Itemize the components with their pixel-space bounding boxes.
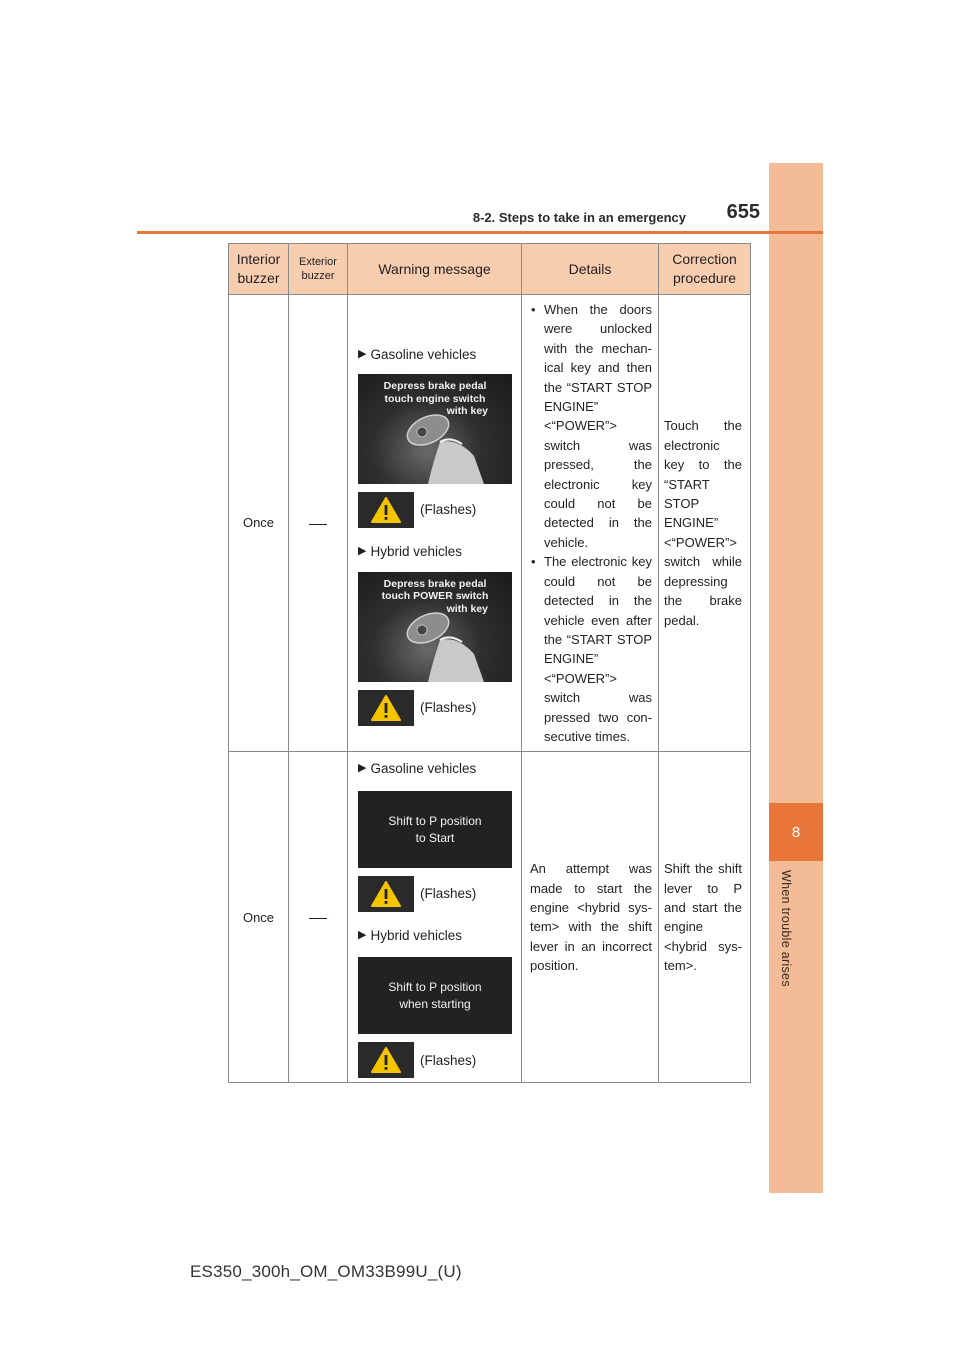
details-cell: An attempt was made to start the engine <hybrid sys-tem> with the shift lever in an incorrect position. — [522, 752, 659, 1083]
flashing-warning — [358, 876, 521, 912]
warning-icon — [358, 492, 414, 528]
screen-text: with key — [446, 405, 488, 418]
vehicle-type-label: Hybrid vehicles — [370, 544, 463, 560]
header-warning-message: Warning message — [348, 244, 522, 295]
flashing-warning — [358, 1042, 521, 1078]
screen-text: Shift to P position — [388, 813, 482, 828]
triangle-arrow-icon: ▶ — [358, 928, 367, 941]
warning-icon — [358, 876, 414, 912]
details-bullet: • When the doors were unlocked with the mechan-ical key and then the “START STOP ENGINE” <“POWER”> switch was pressed, the electronic key could not be detected in the vehicle. — [530, 300, 652, 552]
vehicle-type-hybrid — [358, 926, 521, 945]
page-number: 655 — [726, 201, 760, 223]
table-row — [229, 752, 751, 1083]
warning-message-cell — [348, 295, 522, 752]
vehicle-type-label: Hybrid vehicles — [370, 927, 463, 943]
chapter-label: When trouble arises — [779, 870, 793, 987]
header-interior-buzzer: Interior buzzer — [229, 244, 289, 295]
warning-message-cell — [348, 752, 522, 1083]
flashing-warning — [358, 690, 521, 726]
flashes-label: (Flashes) — [420, 699, 477, 715]
header-details: Details — [522, 244, 659, 295]
hand-key-icon — [388, 408, 498, 484]
interior-buzzer-cell: Once — [229, 752, 289, 1083]
correction-cell: Shift the shift lever to P and start the engine <hybrid sys-tem>. — [659, 752, 751, 1083]
dash — [309, 918, 327, 919]
screen-text: to Start — [415, 830, 455, 845]
vehicle-type-gasoline — [358, 759, 521, 778]
warning-icon — [358, 690, 414, 726]
screen-text: Depress brake pedal — [383, 577, 487, 590]
screen-text: Depress brake pedal — [383, 380, 487, 393]
flashes-label: (Flashes) — [420, 886, 477, 902]
exterior-buzzer-cell — [289, 295, 348, 752]
message-screen — [358, 957, 512, 1034]
message-screen — [358, 572, 512, 682]
flashing-warning — [358, 492, 521, 528]
screen-text: touch POWER switch — [381, 590, 489, 603]
vehicle-type-gasoline — [358, 345, 521, 364]
exterior-buzzer-cell — [289, 752, 348, 1083]
message-screen — [358, 374, 512, 484]
footer-code: ES350_300h_OM_OM33B99U_(U) — [190, 1262, 462, 1281]
screen-text: Shift to P position — [388, 980, 482, 995]
chapter-number: 8 — [791, 823, 801, 841]
header-correction-procedure: Correction procedure — [659, 244, 751, 295]
interior-buzzer-cell: Once — [229, 295, 289, 752]
table-row — [229, 295, 751, 752]
chapter-number-box — [769, 803, 823, 861]
triangle-arrow-icon: ▶ — [358, 545, 367, 558]
header-rule — [137, 231, 823, 234]
details-bullet: • The electronic key could not be detected in the vehicle even after the “START STOP ENGINE” <“POWER”> switch was pressed two con-secutive times. — [530, 552, 652, 746]
table-header-row — [229, 244, 751, 295]
flashes-label: (Flashes) — [420, 502, 477, 518]
hand-key-icon — [388, 606, 498, 682]
vehicle-type-label: Gasoline vehicles — [370, 346, 477, 362]
flashes-label: (Flashes) — [420, 1052, 477, 1068]
message-screen — [358, 791, 512, 868]
screen-text: when starting — [399, 997, 471, 1012]
screen-text: touch engine switch — [384, 392, 486, 405]
correction-cell: Touch the electronic key to the “START STOP ENGINE” <“POWER”> switch while depressing the brake pedal. — [659, 295, 751, 752]
vehicle-type-label: Gasoline vehicles — [370, 761, 477, 777]
section-title: 8-2. Steps to take in an emergency — [472, 210, 686, 225]
header-exterior-buzzer: Exterior buzzer — [289, 244, 348, 295]
warning-table — [228, 243, 751, 1083]
warning-icon — [358, 1042, 414, 1078]
chapter-side-tab — [769, 163, 823, 1193]
details-cell — [522, 295, 659, 752]
vehicle-type-hybrid — [358, 542, 521, 561]
screen-text: with key — [446, 602, 488, 615]
dash — [309, 524, 327, 525]
triangle-arrow-icon: ▶ — [358, 762, 367, 775]
triangle-arrow-icon: ▶ — [358, 347, 367, 360]
